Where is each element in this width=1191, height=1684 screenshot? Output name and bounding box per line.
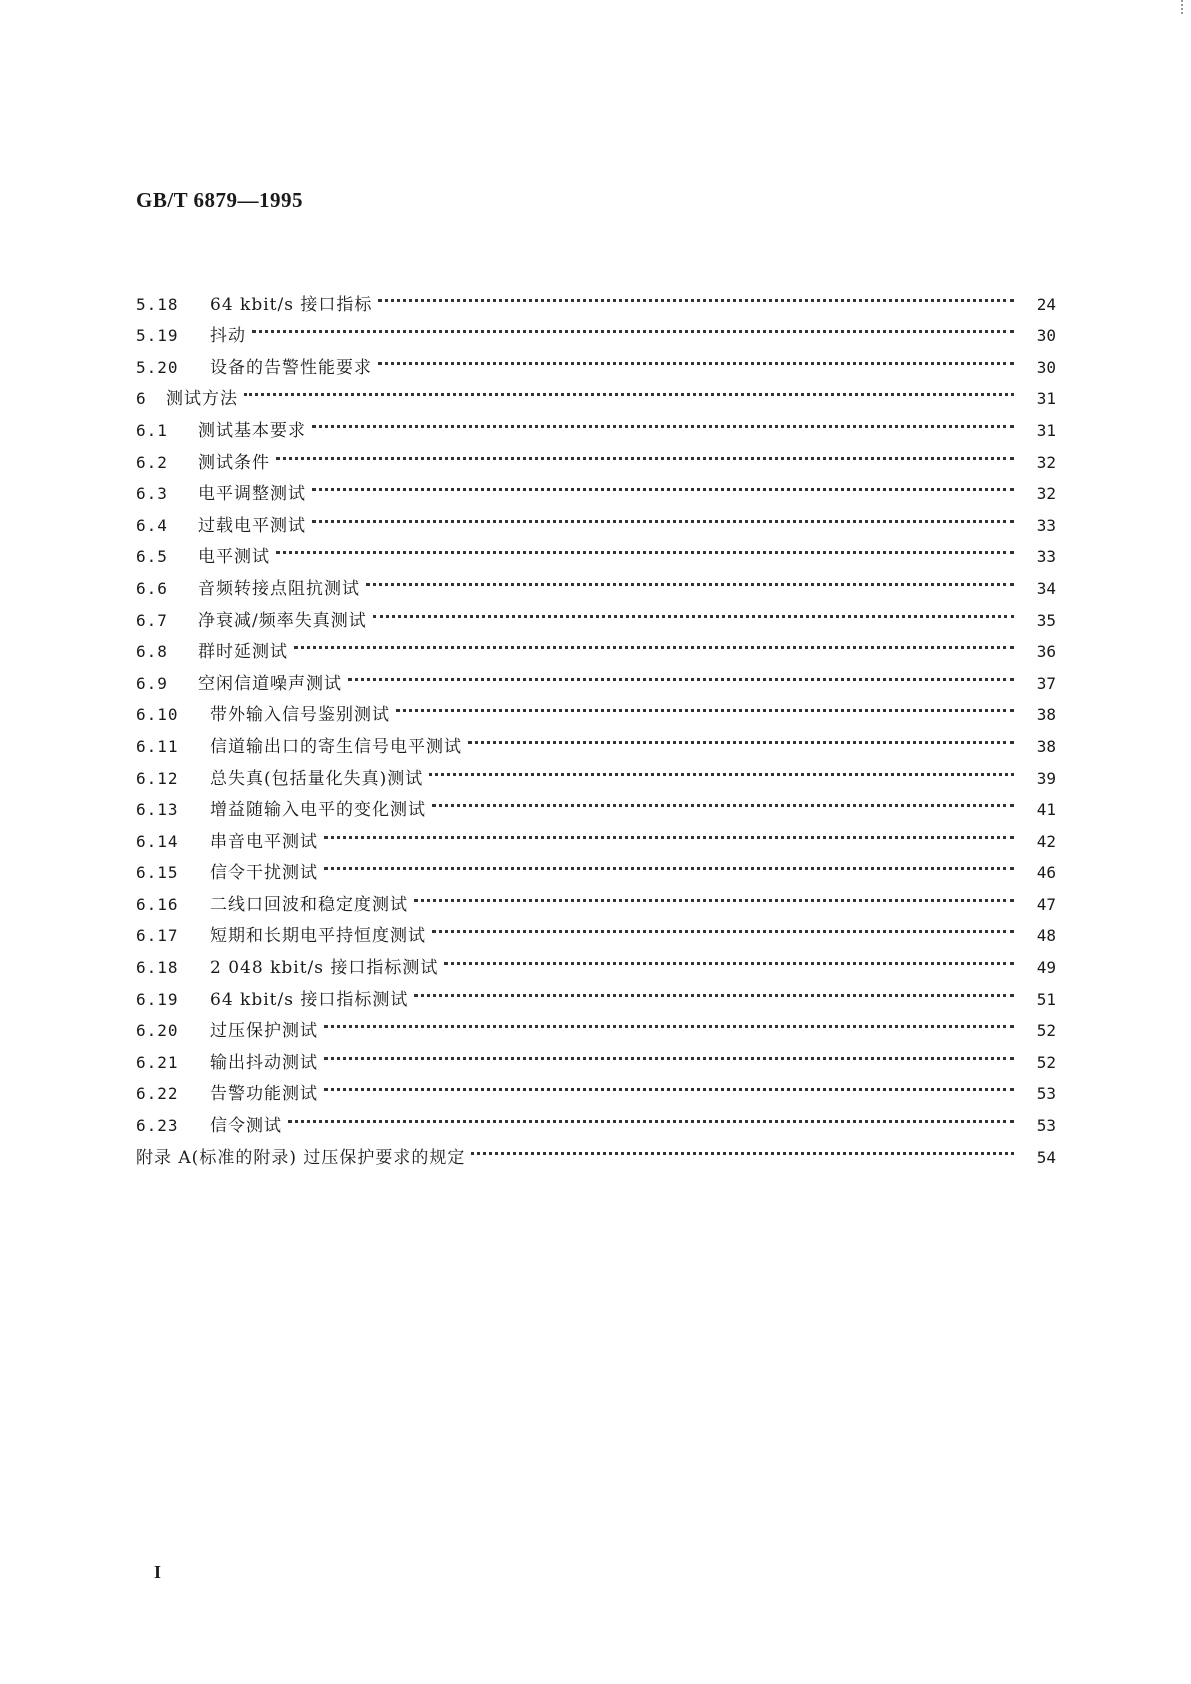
- toc-dot-leader: [366, 562, 1014, 594]
- toc-entry-number: 6: [136, 389, 147, 409]
- toc-entry-title: 抖动: [210, 326, 246, 347]
- toc-entry-number: 6.22: [136, 1084, 179, 1104]
- toc-entry-page: 51: [1036, 989, 1056, 1009]
- toc-entry-title: 总失真(包括量化失真)测试: [210, 768, 424, 789]
- toc-dot-leader: [432, 910, 1014, 942]
- toc-entry-page: 49: [1036, 958, 1056, 978]
- toc-entry-number: 6.21: [136, 1052, 179, 1072]
- toc-entry-title: 空闲信道噪声测试: [198, 673, 342, 694]
- table-of-contents: [136, 278, 1056, 1168]
- toc-entry-page: 36: [1036, 642, 1056, 662]
- toc-dot-leader: [312, 499, 1014, 531]
- toc-entry-number: 6.10: [136, 705, 179, 725]
- toc-entry-title: 64 kbit/s 接口指标测试: [210, 989, 409, 1010]
- toc-entry-page: 53: [1036, 1084, 1056, 1104]
- toc-entry-title: 净衰减/频率失真测试: [198, 610, 367, 631]
- toc-dot-leader: [414, 878, 1014, 910]
- toc-entry-title: 电平调整测试: [198, 484, 306, 505]
- toc-entry-title: 附录 A(标准的附录) 过压保护要求的规定: [136, 1147, 466, 1168]
- toc-entry-number: 6.17: [136, 926, 179, 946]
- toc-dot-leader: [324, 1036, 1014, 1068]
- toc-entry-title: 过压保护测试: [210, 1021, 318, 1042]
- toc-dot-leader: [294, 626, 1014, 658]
- toc-entry-page: 52: [1036, 1052, 1056, 1072]
- toc-entry: [136, 310, 1056, 347]
- toc-dot-leader: [373, 594, 1014, 626]
- toc-dot-leader: [312, 404, 1014, 436]
- toc-dot-leader: [276, 436, 1014, 468]
- toc-entry-page: 30: [1036, 326, 1056, 346]
- toc-entry-page: 38: [1036, 705, 1056, 725]
- toc-entry-page: 53: [1036, 1116, 1056, 1136]
- toc-entry: [136, 373, 1056, 410]
- toc-dot-leader: [324, 1068, 1014, 1100]
- toc-entry-title: 增益随输入电平的变化测试: [210, 800, 426, 821]
- toc-entry-title: 告警功能测试: [210, 1084, 318, 1105]
- toc-entry-title: 串音电平测试: [210, 831, 318, 852]
- toc-dot-leader: [244, 373, 1014, 405]
- toc-entry-page: 30: [1036, 357, 1056, 377]
- toc-entry-page: 34: [1036, 578, 1056, 598]
- toc-entry-page: 38: [1036, 736, 1056, 756]
- toc-entry-number: 6.15: [136, 863, 179, 883]
- toc-dot-leader: [324, 815, 1014, 847]
- toc-entry: [136, 341, 1056, 378]
- toc-dot-leader: [471, 1131, 1014, 1163]
- toc-dot-leader: [288, 1099, 1014, 1131]
- toc-entry-title: 短期和长期电平持恒度测试: [210, 926, 426, 947]
- toc-dot-leader: [378, 341, 1014, 373]
- toc-entry-title: 信令干扰测试: [210, 863, 318, 884]
- page-number: I: [154, 1562, 162, 1582]
- toc-entry-number: 6.13: [136, 800, 179, 820]
- toc-entry-number: 6.1: [136, 420, 168, 440]
- toc-dot-leader: [396, 689, 1014, 721]
- toc-entry-page: 32: [1036, 452, 1056, 472]
- toc-entry-number: 6.19: [136, 989, 179, 1009]
- toc-entry-title: 信令测试: [210, 1116, 282, 1137]
- toc-dot-leader: [414, 973, 1014, 1005]
- toc-entry-page: 24: [1036, 294, 1056, 314]
- toc-dot-leader: [252, 310, 1014, 342]
- scan-edge-mark: [1181, 0, 1185, 14]
- toc-dot-leader: [429, 752, 1014, 784]
- toc-entry-number: 5.20: [136, 357, 179, 377]
- toc-dot-leader: [348, 657, 1014, 689]
- toc-dot-leader: [276, 531, 1014, 563]
- toc-entry-number: 6.4: [136, 515, 168, 535]
- toc-entry-title: 二线口回波和稳定度测试: [210, 894, 408, 915]
- toc-entry-number: 6.6: [136, 578, 168, 598]
- toc-entry-title: 64 kbit/s 接口指标: [210, 294, 373, 315]
- toc-entry-number: 6.2: [136, 452, 168, 472]
- toc-entry-title: 2 048 kbit/s 接口指标测试: [210, 958, 439, 979]
- toc-entry-page: 39: [1036, 768, 1056, 788]
- toc-entry-number: 6.16: [136, 894, 179, 914]
- toc-entry-title: 群时延测试: [198, 642, 288, 663]
- toc-entry-page: 47: [1036, 894, 1056, 914]
- toc-entry-number: 6.14: [136, 831, 179, 851]
- toc-dot-leader: [444, 941, 1014, 973]
- toc-dot-leader: [324, 1005, 1014, 1037]
- toc-entry-title: 过载电平测试: [198, 515, 306, 536]
- toc-entry-number: 6.9: [136, 673, 168, 693]
- toc-entry-title: 设备的告警性能要求: [210, 357, 372, 378]
- toc-entry-page: 32: [1036, 484, 1056, 504]
- toc-entry-number: 6.12: [136, 768, 179, 788]
- toc-entry-number: 6.18: [136, 958, 179, 978]
- toc-entry-page: 46: [1036, 863, 1056, 883]
- toc-entry-number: 6.5: [136, 547, 168, 567]
- toc-entry-title: 输出抖动测试: [210, 1052, 318, 1073]
- toc-entry-number: 5.19: [136, 326, 179, 346]
- toc-entry-number: 6.7: [136, 610, 168, 630]
- toc-entry-page: 37: [1036, 673, 1056, 693]
- toc-entry-page: 52: [1036, 1021, 1056, 1041]
- toc-entry: [136, 278, 1056, 315]
- toc-entry-page: 48: [1036, 926, 1056, 946]
- toc-entry-title: 测试方法: [166, 389, 238, 410]
- toc-dot-leader: [432, 784, 1014, 816]
- toc-entry-number: 6.23: [136, 1116, 179, 1136]
- toc-entry-title: 电平测试: [198, 547, 270, 568]
- toc-entry-title: 信道输出口的寄生信号电平测试: [210, 736, 462, 757]
- toc-entry-page: 41: [1036, 800, 1056, 820]
- standard-code: GB/T 6879—1995: [136, 188, 304, 212]
- toc-dot-leader: [324, 847, 1014, 879]
- toc-entry-title: 测试条件: [198, 452, 270, 473]
- toc-entry-page: 31: [1036, 389, 1056, 409]
- toc-entry-number: 6.20: [136, 1021, 179, 1041]
- toc-entry-title: 带外输入信号鉴别测试: [210, 705, 390, 726]
- toc-dot-leader: [378, 278, 1014, 310]
- toc-entry-number: 6.3: [136, 484, 168, 504]
- toc-entry-page: 33: [1036, 547, 1056, 567]
- toc-entry-page: 42: [1036, 831, 1056, 851]
- toc-entry-page: 31: [1036, 420, 1056, 440]
- toc-entry-page: 54: [1036, 1147, 1056, 1167]
- toc-entry-page: 33: [1036, 515, 1056, 535]
- toc-entry: [136, 404, 1056, 441]
- toc-entry-title: 音频转接点阻抗测试: [198, 578, 360, 599]
- toc-entry-number: 6.8: [136, 642, 168, 662]
- toc-dot-leader: [468, 720, 1014, 752]
- toc-entry-title: 测试基本要求: [198, 420, 306, 441]
- toc-entry-page: 35: [1036, 610, 1056, 630]
- toc-entry-number: 5.18: [136, 294, 179, 314]
- toc-dot-leader: [312, 468, 1014, 500]
- toc-entry-number: 6.11: [136, 736, 179, 756]
